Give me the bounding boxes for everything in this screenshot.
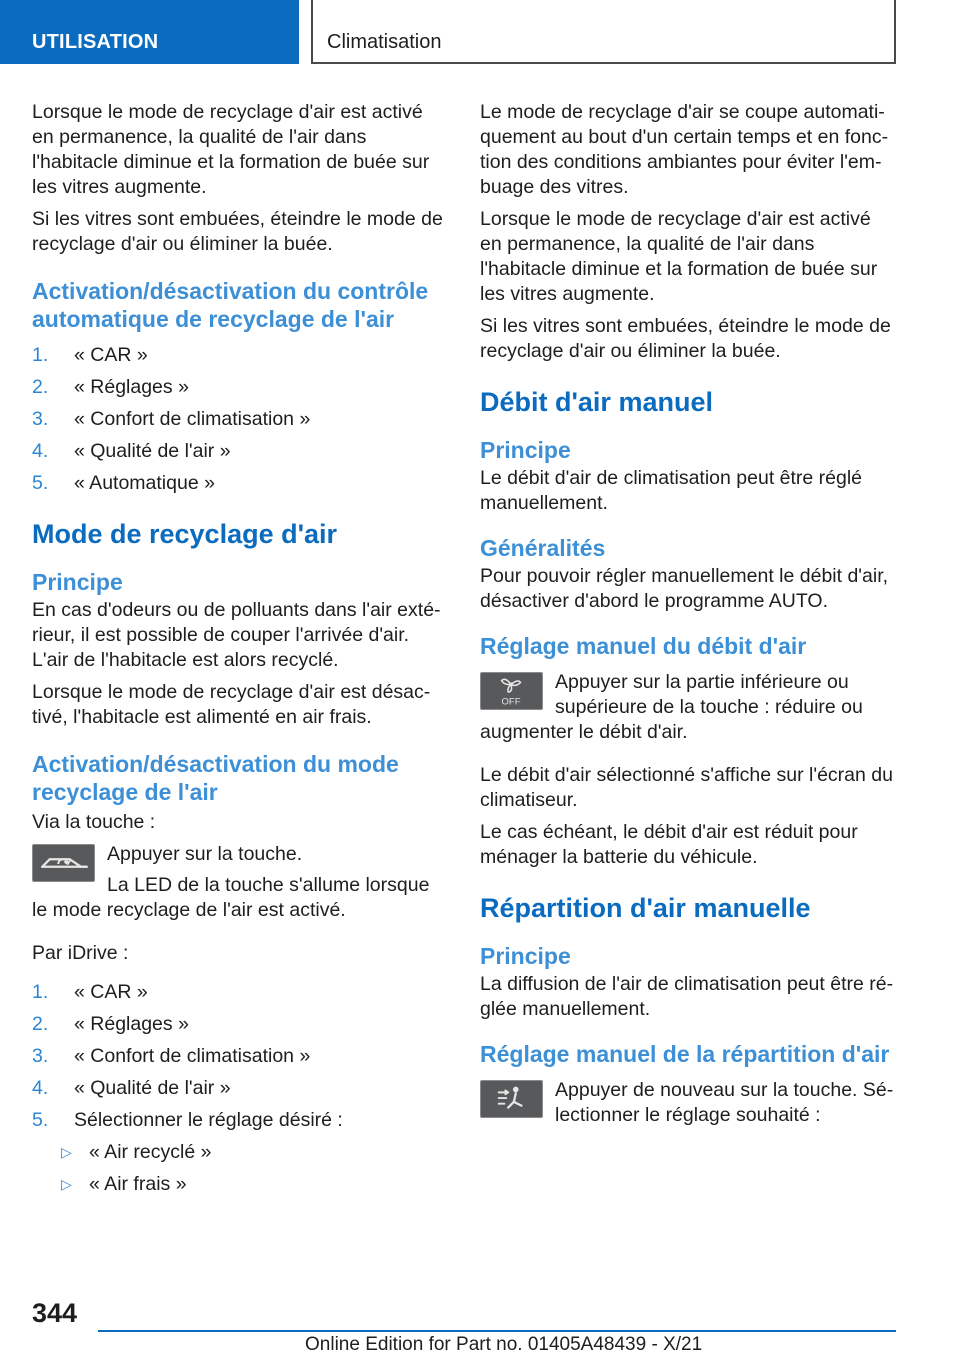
triangle-bullet-icon: ▷ bbox=[61, 1176, 72, 1192]
paragraph: Le mode de recyclage d'air se coupe automatiquement au bout d'un certain temps et en fonction des conditions ambiantes pour éviter l'embuage des vitres. bbox=[480, 101, 889, 198]
section-tab: UTILISATION bbox=[0, 0, 299, 64]
paragraph: Lorsque le mode de recyclage d'air est désactivé, l'habitacle est alimenté en air frais. bbox=[32, 681, 431, 728]
paragraph: Le cas échéant, le débit d'air est réduit pour ménager la batterie du véhicule. bbox=[480, 821, 858, 868]
heading-manual-distribution-setting: Réglage manuel de la répartition d'air bbox=[480, 1041, 890, 1067]
heading-principe: Principe bbox=[32, 569, 123, 595]
heading-manual-airflow: Débit d'air manuel bbox=[480, 387, 713, 417]
paragraph: Si les vitres sont embuées, éteindre le mode de recyclage d'air ou éliminer la buée. bbox=[480, 315, 891, 362]
fan-button-icon bbox=[480, 672, 543, 710]
paragraph: Si les vitres sont embuées, éteindre le mode de recyclage d'air ou éliminer la buée. bbox=[32, 208, 443, 255]
paragraph: La diffusion de l'air de climatisation peut être réglée manuellement. bbox=[480, 973, 894, 1020]
list-item: 4. « Qualité de l'air » bbox=[32, 1077, 231, 1099]
chapter-title: Climatisation bbox=[311, 0, 896, 64]
paragraph: Appuyer sur la partie inférieure ou supérieure de la touche : réduire ou augmenter le débit d'air. bbox=[480, 671, 863, 743]
footer-divider bbox=[98, 1330, 896, 1332]
steps-list-auto bbox=[32, 343, 446, 496]
heading-manual-airflow-setting: Réglage manuel du débit d'air bbox=[480, 633, 807, 659]
left-column bbox=[32, 100, 446, 1204]
recirculation-button-row bbox=[32, 842, 446, 941]
triangle-bullet-icon: ▷ bbox=[61, 1144, 72, 1160]
fan-button-row bbox=[480, 670, 894, 763]
paragraph: Le débit d'air de climatisation peut être réglé manuellement. bbox=[480, 467, 863, 514]
heading-auto-recirculation: Activation/désactivation du contrôle automatique de recyclage de l'air bbox=[32, 278, 429, 332]
heading-recirculation-mode: Mode de recyclage d'air bbox=[32, 519, 338, 549]
steps-list-idrive bbox=[32, 980, 446, 1133]
heading-generalites: Généralités bbox=[480, 535, 606, 561]
paragraph: La LED de la touche s'allume lorsque le mode recyclage de l'air est activé. bbox=[32, 874, 430, 921]
right-column bbox=[480, 100, 894, 1135]
list-item: 2. « Réglages » bbox=[32, 1013, 189, 1035]
paragraph: Pour pouvoir régler manuellement le débit d'air, désactiver d'abord le programme AUTO. bbox=[480, 565, 889, 612]
heading-principe: Principe bbox=[480, 943, 571, 969]
paragraph: Par iDrive : bbox=[32, 942, 129, 964]
list-item: 5. Sélectionner le réglage désiré : bbox=[32, 1109, 343, 1131]
paragraph: Lorsque le mode de recyclage d'air est activé en permanence, la qualité de l'air dans l'habitacle diminue et la formation de buée sur les vitres augmente. bbox=[32, 101, 430, 198]
list-item: ▷ « Air recyclé » bbox=[61, 1141, 212, 1163]
paragraph: Appuyer sur la touche. bbox=[107, 843, 303, 865]
svg-text:OFF: OFF bbox=[501, 696, 521, 708]
heading-activation-mode: Activation/désactivation du mode recyclage de l'air bbox=[32, 751, 399, 805]
paragraph: En cas d'odeurs ou de polluants dans l'air extérieur, il est possible de couper l'arrivée d'air. L'air de l'habitacle est alors recyclé. bbox=[32, 599, 441, 671]
paragraph: Appuyer de nouveau sur la touche. Sélectionner le réglage souhaité : bbox=[555, 1079, 894, 1126]
list-item: 2. « Réglages » bbox=[32, 376, 189, 398]
paragraph: Lorsque le mode de recyclage d'air est activé en permanence, la qualité de l'air dans l'habitacle diminue et la formation de buée sur les vitres augmente. bbox=[480, 208, 878, 305]
page-number: 344 bbox=[32, 1298, 78, 1328]
list-item: 1. « CAR » bbox=[32, 981, 148, 1003]
list-item: 1. « CAR » bbox=[32, 344, 148, 366]
recirculation-button-icon bbox=[32, 844, 95, 882]
sub-options-list bbox=[32, 1140, 446, 1197]
list-item: 5. « Automatique » bbox=[32, 472, 215, 494]
distribution-button-row bbox=[480, 1078, 894, 1135]
list-item: ▷ « Air frais » bbox=[61, 1173, 187, 1195]
heading-principe: Principe bbox=[480, 437, 571, 463]
paragraph: Via la touche : bbox=[32, 811, 156, 833]
heading-manual-distribution: Répartition d'air manuelle bbox=[480, 893, 811, 923]
list-item: 3. « Confort de climatisation » bbox=[32, 1045, 311, 1067]
air-distribution-button-icon bbox=[480, 1080, 543, 1118]
list-item: 3. « Confort de climatisation » bbox=[32, 408, 311, 430]
paragraph: Le débit d'air sélectionné s'affiche sur l'écran du climatiseur. bbox=[480, 764, 893, 811]
footer-edition: Online Edition for Part no. 01405A48439 - X/21 bbox=[305, 1334, 703, 1355]
list-item: 4. « Qualité de l'air » bbox=[32, 440, 231, 462]
